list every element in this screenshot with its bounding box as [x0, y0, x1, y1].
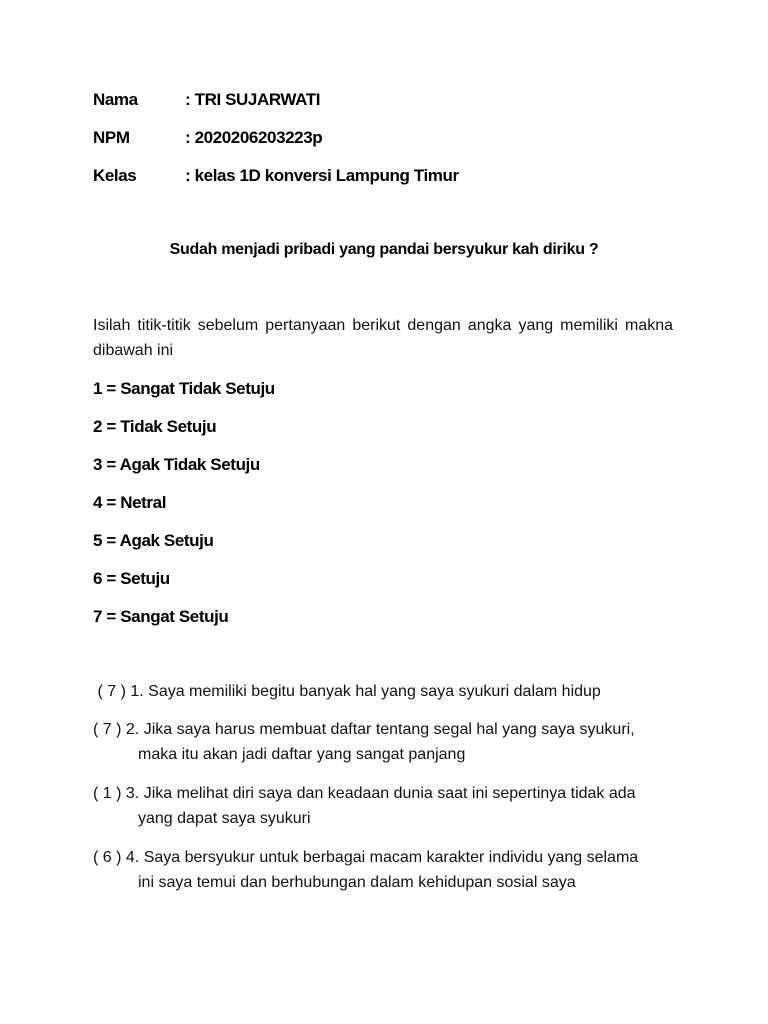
question-1-answer: ( 7 )	[93, 683, 126, 700]
question-4-text: Saya bersyukur untuk berbagai macam karakter individu yang selama	[143, 849, 639, 866]
question-1	[93, 679, 683, 704]
kelas-label: Kelas	[93, 166, 137, 185]
kelas-value: : kelas 1D konversi Lampung Timur	[185, 166, 459, 185]
scale-item-6: 6 = Setuju	[93, 569, 170, 588]
scale-item-3: 3 = Agak Tidak Setuju	[93, 455, 260, 474]
identity-row-nama	[93, 90, 320, 110]
question-2	[93, 717, 683, 767]
nama-label: Nama	[93, 90, 138, 109]
identity-row-kelas	[93, 166, 459, 186]
question-4	[93, 845, 683, 895]
question-3-text: Jika melihat diri saya dan keadaan dunia saat ini sepertinya tidak ada	[143, 785, 636, 802]
npm-label: NPM	[93, 128, 130, 147]
question-4-number: 4.	[125, 849, 140, 866]
question-1-text: Saya memiliki begitu banyak hal yang saya syukuri dalam hidup	[148, 683, 601, 700]
question-2-number: 2.	[125, 721, 140, 738]
question-2-text: Jika saya harus membuat daftar tentang segal hal yang saya syukuri,	[143, 721, 635, 738]
nama-value: : TRI SUJARWATI	[185, 90, 321, 109]
scale-item-2: 2 = Tidak Setuju	[93, 417, 217, 436]
question-4-answer: ( 6 )	[93, 849, 122, 866]
instructions-paragraph: Isilah titik-titik sebelum pertanyaan berikut dengan angka yang memiliki makna dibawah ini	[93, 317, 673, 359]
document-title: Sudah menjadi pribadi yang pandai bersyukur kah diriku ?	[169, 241, 599, 258]
question-3-answer: ( 1 )	[93, 785, 122, 802]
question-3-number: 3.	[125, 785, 140, 802]
scale-item-4: 4 = Netral	[93, 493, 167, 512]
question-2-text-continued: maka itu akan jadi daftar yang sangat panjang	[138, 746, 466, 763]
scale-item-7: 7 = Sangat Setuju	[93, 607, 229, 626]
question-2-answer: ( 7 )	[93, 721, 122, 738]
identity-row-npm	[93, 128, 322, 148]
question-3	[93, 781, 683, 831]
scale-item-5: 5 = Agak Setuju	[93, 531, 214, 550]
question-4-text-continued: ini saya temui dan berhubungan dalam kehidupan sosial saya	[138, 874, 576, 891]
npm-value: : 2020206203223p	[185, 128, 323, 147]
question-1-number: 1.	[130, 683, 144, 700]
scale-item-1: 1 = Sangat Tidak Setuju	[93, 379, 275, 398]
question-3-text-continued: yang dapat saya syukuri	[138, 810, 311, 827]
